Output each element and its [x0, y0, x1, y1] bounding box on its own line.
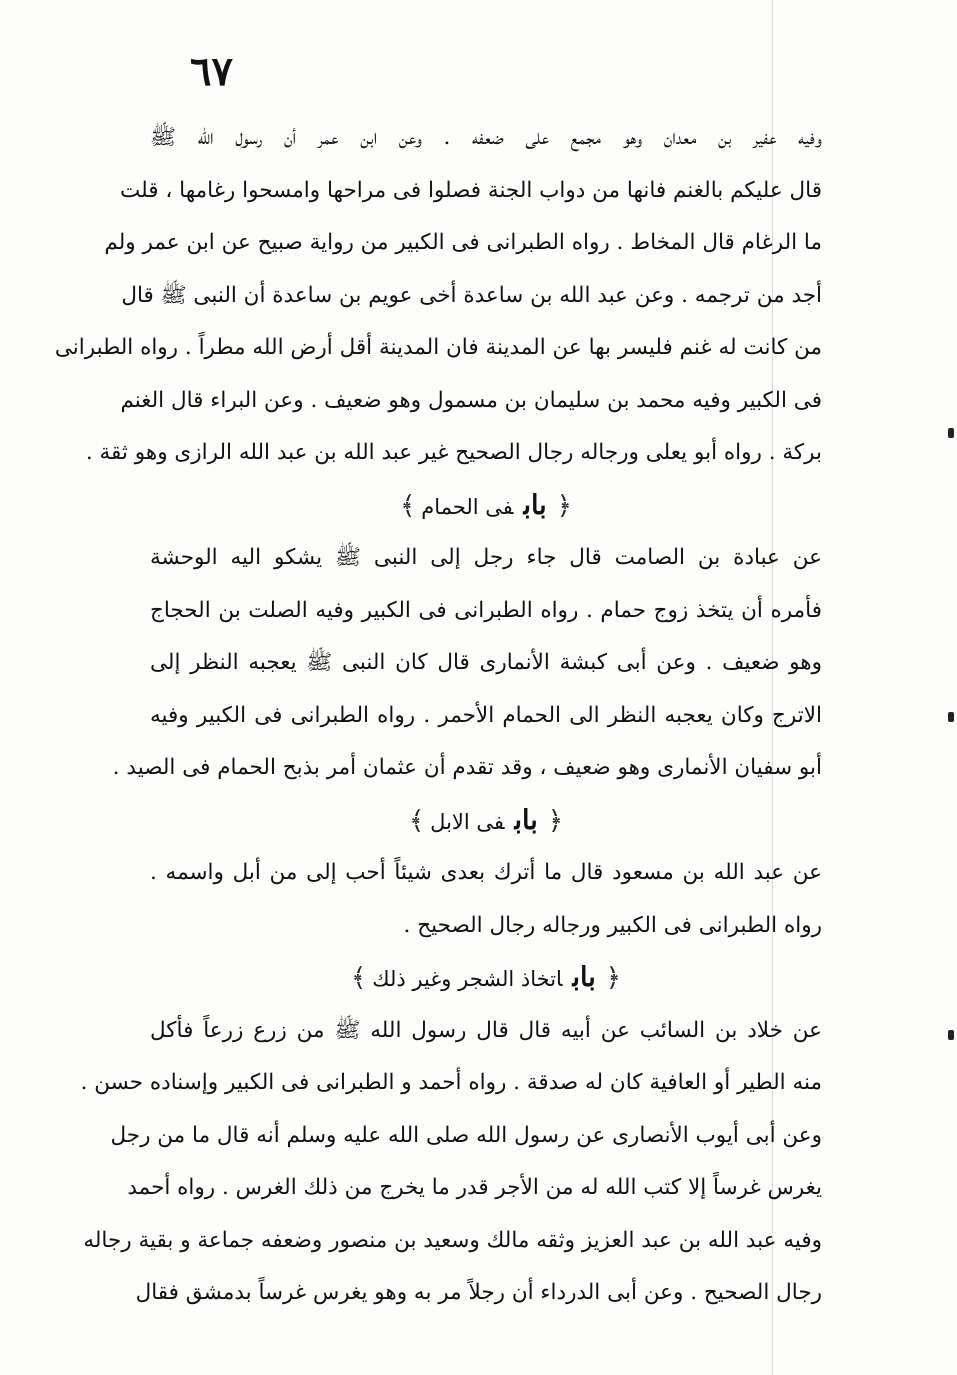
text-line: أبو سفيان الأنمارى وهو ضعيف ، وقد تقدم أن عثمان أمر بذبح الحمام فى الصيد .: [112, 755, 822, 780]
body-text: [54, 112, 822, 1320]
text-line: ما الرغام قال المخاط . رواه الطبرانى فى الكبير من رواية صبيح عن ابن عمر ولم: [104, 230, 822, 255]
edge-mark: [948, 712, 954, 722]
heading-title: اتخاذ الشجر وغير ذلك: [372, 967, 563, 991]
text-line: رجال الصحيح . وعن أبى الدرداء أن رجلاً مر به وهو يغرس غرساً بدمشق فقال: [135, 1280, 822, 1305]
text-line: عن خلاد بن السائب عن أبيه قال قال رسول الله ﷺ من زرع زرعاً فأكل: [150, 1017, 822, 1043]
section-heading-trees: [150, 952, 822, 1005]
heading-bracket-close: ﴾: [351, 963, 367, 993]
text-line: بركة . رواه أبو يعلى ورجاله رجال الصحيح غير عبد الله بن عبد الله الرازى وهو ثقة .: [85, 440, 822, 465]
text-line: وفيه عبد الله بن عبد العزيز وثقه مالك وسعيد بن منصور وضعفه جماعة و بقية رجاله: [83, 1227, 822, 1253]
heading-bracket-close: ﴾: [408, 805, 425, 836]
edge-mark: [948, 428, 954, 438]
text-line: فأمره أن يتخذ زوج حمام . رواه الطبرانى فى الكبير وفيه الصلت بن الحجاج: [150, 597, 822, 623]
heading-bab: باب: [523, 489, 547, 521]
heading-bab: باب: [572, 962, 596, 993]
heading-bracket-close: ﴾: [400, 490, 416, 521]
heading-bracket-open: ﴿: [605, 963, 621, 993]
heading-bracket-open: ﴿: [556, 490, 572, 521]
text-line: عن عبادة بن الصامت قال جاء رجل إلى النبى ﷺ يشكو اليه الوحشة: [150, 545, 822, 570]
page-number: ٦٧: [190, 48, 233, 95]
section-heading-camels: [150, 795, 822, 848]
text-line: رواه الطبرانى فى الكبير ورجاله رجال الصحيح .: [403, 912, 822, 938]
text-line: فى الكبير وفيه محمد بن سليمان بن مسمول وهو ضعيف . وعن البراء قال الغنم: [120, 387, 822, 413]
edge-mark: [948, 1030, 954, 1040]
text-line: يغرس غرساً إلا كتب الله له من الأجر قدر ما يخرج من ذلك الغرس . رواه أحمد: [127, 1175, 822, 1200]
text-line: منه الطير أو العافية كان له صدقة . رواه أحمد و الطبرانى فى الكبير وإسناده حسن .: [80, 1070, 822, 1095]
text-line: قال عليكم بالغنم فانها من دواب الجنة فصلوا فى مراحها وامسحوا رغامها ، قلت: [120, 177, 822, 203]
heading-title: فى الحمام: [421, 494, 514, 519]
heading-title: فى الابل: [430, 809, 505, 834]
heading-bracket-open: ﴿: [547, 805, 564, 836]
text-line: من كانت له غنم فليسر بها عن المدينة فان المدينة أقل أرض الله مطراً . رواه الطبرانى: [54, 335, 822, 360]
text-line: عن عبد الله بن مسعود قال ما أترك بعدى شيئاً أحب إلى من أبل واسمه .: [150, 860, 822, 885]
text-line: وعن أبى أيوب الأنصارى عن رسول الله صلى الله عليه وسلم أنه قال ما من رجل: [110, 1122, 822, 1148]
text-line: أجد من ترجمه . وعن عبد الله بن ساعدة أخى عويم بن ساعدة أن النبى ﷺ قال: [121, 282, 822, 308]
heading-bab: باب: [514, 804, 538, 836]
text-line: وهو ضعيف . وعن أبى كبشة الأنمارى قال كان النبى ﷺ يعجبه النظر إلى: [150, 650, 822, 675]
text-line: وفيه عفير بن معدان وهو مجمع على ضعفه . وعن ابن عمر أن رسول الله ﷺ: [150, 125, 822, 150]
section-heading-pigeons: [150, 480, 822, 533]
text-line: الاترج وكان يعجبه النظر الى الحمام الأحمر . رواه الطبرانى فى الكبير وفيه: [150, 702, 822, 728]
